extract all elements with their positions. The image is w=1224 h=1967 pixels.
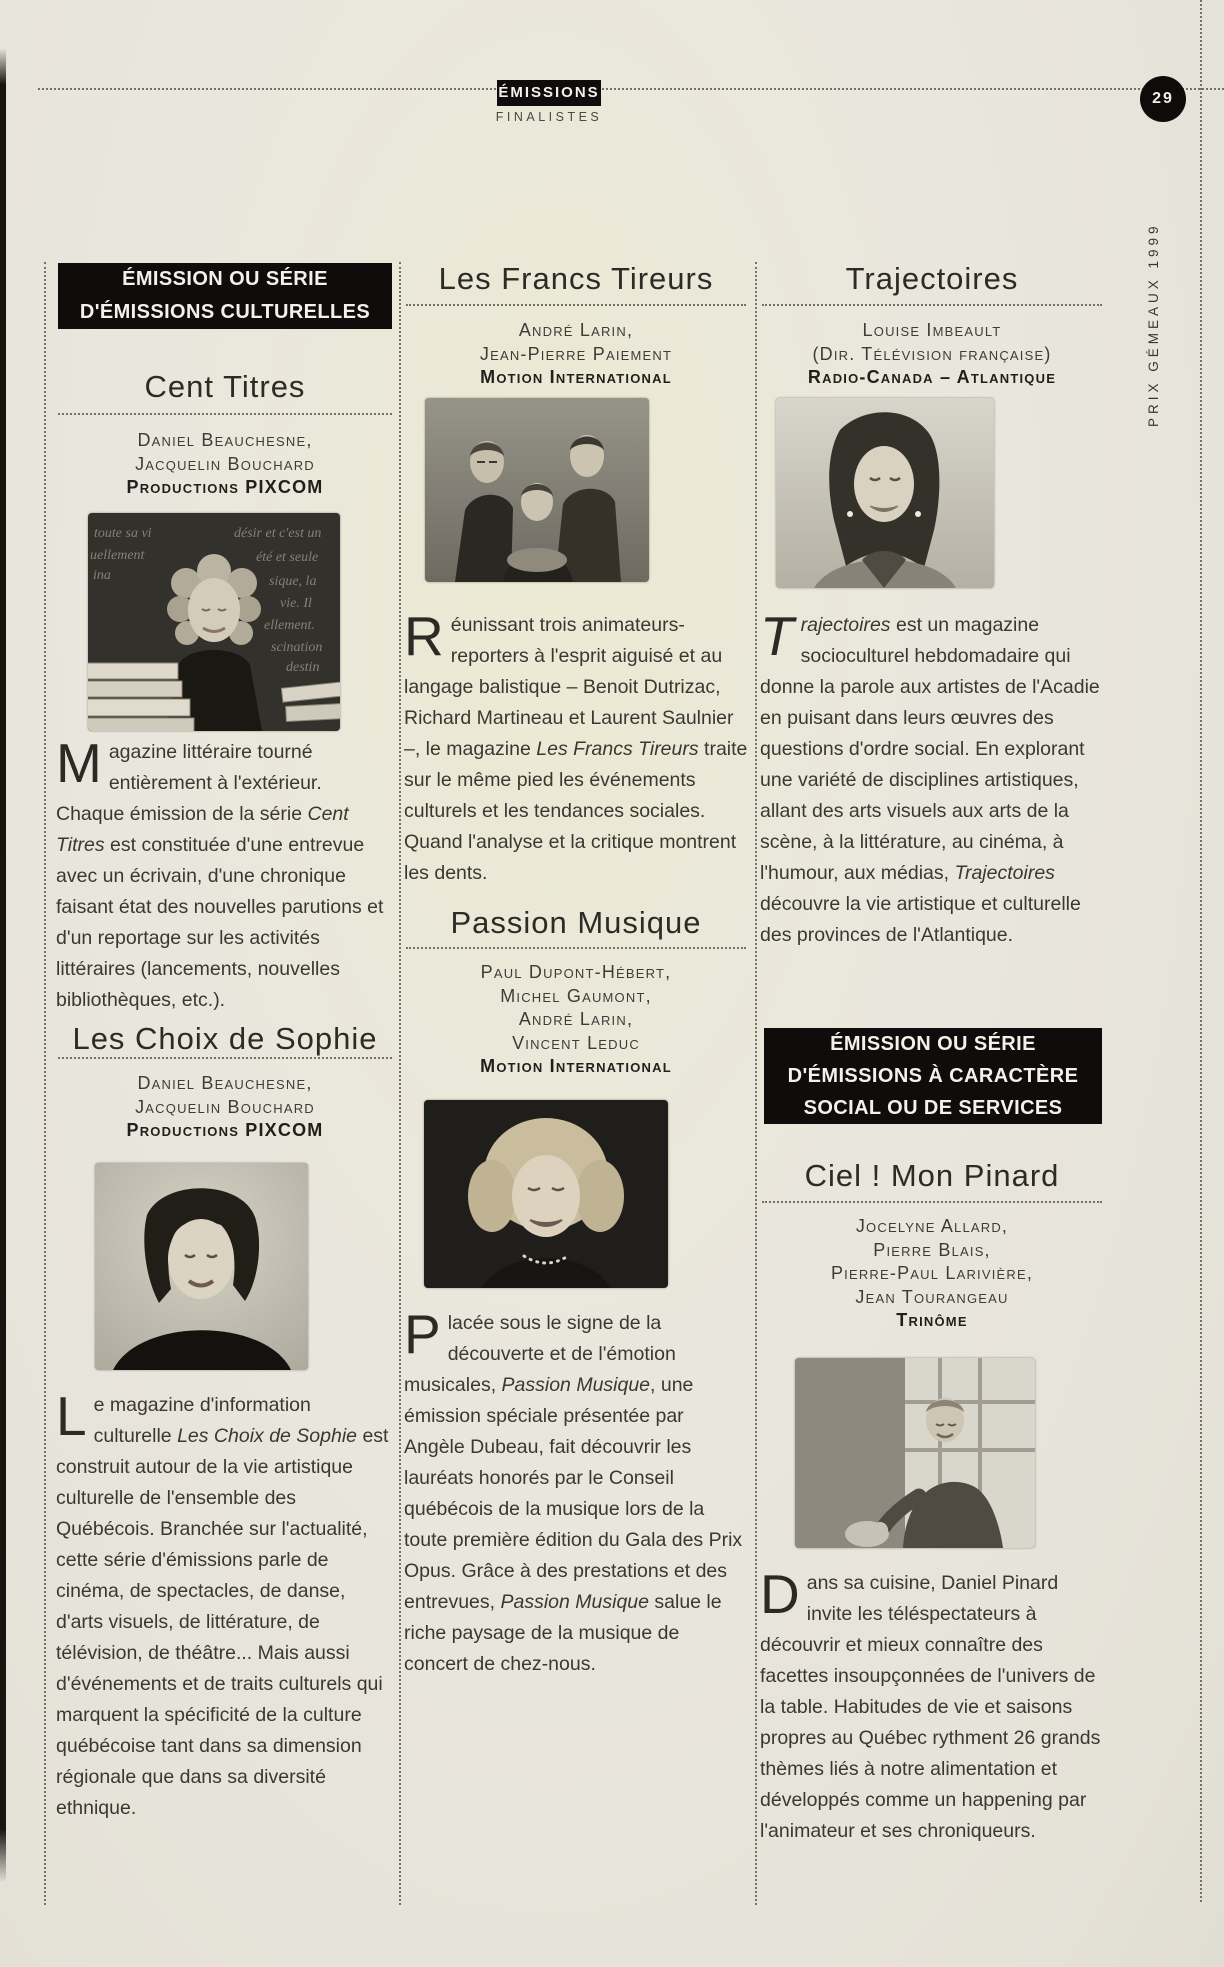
credit-name: Louise Imbeault: [862, 320, 1002, 340]
credit-name: Jacquelin Bouchard: [135, 1096, 315, 1117]
credit-role: (Dir. Télévision française): [812, 343, 1052, 364]
header-tag-banner: [497, 80, 601, 106]
column-dotted-rule-mid1: [399, 262, 401, 1905]
credits-cent-titres: [58, 429, 392, 500]
column-dotted-rule-mid2: [755, 262, 757, 1905]
title-dotted-rule: [58, 413, 392, 415]
photo-passion-musique: [424, 1100, 668, 1288]
svg-text:ellement.: ellement.: [264, 618, 315, 633]
show-title-cent-titres: Cent Titres: [144, 369, 306, 404]
svg-text:désir et c'est un: désir et c'est un: [234, 526, 322, 541]
photo-francs-tireurs-illustration: [425, 398, 649, 582]
header-tag-label: ÉMISSIONS: [498, 84, 600, 101]
page-number-badge: [1140, 76, 1186, 122]
description-cent-titres: Magazine littéraire tourné entièrement à l'extérieur. Chaque émission de la série Cent Titres est constituée d'une entrevue avec un écrivain, d'une chronique faisant état des nouvelles parutions et d'un reportage sur les activités littéraires (lancements, nouvelles bibliothèques, etc.).: [56, 732, 384, 1011]
category-line: D'ÉMISSIONS CULTURELLES: [79, 301, 371, 323]
show-title-choix-de-sophie: Les Choix de Sophie: [72, 1021, 378, 1056]
header-dotted-rule: [38, 88, 1224, 90]
photo-ciel-mon-pinard: [795, 1358, 1035, 1548]
description-ciel-mon-pinard: Dans sa cuisine, Daniel Pinard invite les téléspectateurs à découvrir et mieux connaître des facettes insoupçonnées de l'univers de la table. Habitudes de vie et saisons propres au Québec rythment 26 grands thèmes liés à notre alimentation et développés comme un happening par l'animateur et ses chroniqueurs.: [760, 1563, 1101, 1842]
credit-name: Vincent Leduc: [512, 1032, 640, 1053]
title-dotted-rule: [406, 304, 746, 306]
svg-text:vie. Il: vie. Il: [280, 596, 312, 611]
title-dotted-rule: [762, 1201, 1102, 1203]
category-line: SOCIAL OU DE SERVICES: [803, 1097, 1063, 1119]
credit-company: Trinôme: [896, 1310, 968, 1330]
credit-name: Pierre Blais,: [873, 1239, 991, 1260]
show-title-passion-musique: Passion Musique: [450, 905, 702, 940]
description-passion-musique: Placée sous le signe de la découverte et de l'émotion musicales, Passion Musique, une émission spéciale présentée par Angèle Dubeau, fait découvrir les lauréats honorés par le Conseil québécois de la musique lors de la toute première édition du Gala des Prix Opus. Grâce à des prestations et des entrevues, Passion Musique salue le riche paysage de la musique de concert de chez-nous.: [404, 1303, 743, 1675]
credits-passion-musique: [406, 961, 746, 1079]
page-number: 29: [1152, 90, 1174, 107]
description-francs-tireurs: Réunissant trois animateurs-reporters à l'esprit aiguisé et au langage balistique – Benoit Dutrizac, Richard Martineau et Laurent Saulnier –, le magazine Les Francs Tireurs traite sur le même pied les événements culturels et les tendances sociales. Quand l'analyse et la critique montrent les dents.: [404, 605, 748, 884]
svg-text:destin: destin: [286, 660, 320, 675]
credit-company: Productions PIXCOM: [126, 477, 324, 497]
category-banner-social: [764, 1028, 1102, 1124]
credit-name: Pierre-Paul Larivière,: [830, 1263, 1034, 1283]
credits-trajectoires: [762, 319, 1102, 390]
credit-company: Motion International: [480, 1056, 672, 1076]
svg-text:été et seule: été et seule: [256, 550, 319, 565]
credit-company: Productions PIXCOM: [126, 1120, 324, 1140]
credits-ciel-mon-pinard: [762, 1215, 1102, 1333]
svg-text:ina: ina: [93, 568, 111, 583]
show-title-trajectoires: Trajectoires: [845, 261, 1019, 296]
credit-name: André Larin,: [518, 1009, 634, 1029]
credit-name: André Larin,: [518, 320, 634, 340]
column-dotted-rule-left: [44, 262, 46, 1905]
svg-text:sique, la: sique, la: [269, 574, 317, 589]
svg-text:scination: scination: [271, 640, 323, 655]
svg-text:uellement: uellement: [90, 548, 145, 563]
photo-ciel-mon-pinard-illustration: [795, 1358, 1035, 1548]
credit-name: Michel Gaumont,: [500, 985, 652, 1006]
show-title-ciel-mon-pinard: Ciel ! Mon Pinard: [804, 1158, 1060, 1193]
credit-name: Jocelyne Allard,: [855, 1216, 1009, 1236]
photo-choix-de-sophie: [95, 1163, 308, 1370]
photo-cent-titres: [88, 513, 340, 731]
credits-choix-de-sophie: [58, 1072, 392, 1143]
show-title-francs-tireurs: Les Francs Tireurs: [438, 261, 714, 296]
category-line: D'ÉMISSIONS À CARACTÈRE: [787, 1065, 1079, 1087]
credit-company: Radio-Canada – Atlantique: [807, 367, 1057, 387]
category-line: ÉMISSION OU SÉRIE: [830, 1033, 1036, 1055]
credit-name: Paul Dupont-Hébert,: [480, 962, 672, 982]
column-dotted-rule-right: [1200, 0, 1202, 1902]
credit-name: Jacquelin Bouchard: [135, 453, 315, 474]
title-dotted-rule: [762, 304, 1102, 306]
margin-vertical-text: PRIX GÉMEAUX 1999: [1146, 222, 1161, 428]
photo-choix-de-sophie-illustration: [95, 1163, 308, 1370]
title-dotted-rule: [58, 1057, 392, 1059]
header-subtag: FINALISTES: [495, 110, 603, 124]
photo-trajectoires-illustration: [776, 398, 994, 588]
credits-francs-tireurs: [406, 319, 746, 390]
title-dotted-rule: [406, 947, 746, 949]
credit-name: Daniel Beauchesne,: [137, 430, 313, 450]
credit-company: Motion International: [480, 367, 672, 387]
description-trajectoires: Trajectoires est un magazine socioculturel hebdomadaire qui donne la parole aux artistes de l'Acadie en puisant dans leurs œuvres des questions d'ordre social. En explorant une variété de disciplines artistiques, allant des arts visuels aux arts de la scène, à la littérature, au cinéma, à l'humour, aux médias, Trajectoires découvre la vie artistique et culturelle des provinces de l'Atlantique.: [760, 605, 1100, 946]
category-banner-culturelles: [58, 263, 392, 329]
credit-name: Daniel Beauchesne,: [137, 1073, 313, 1093]
photo-francs-tireurs: [425, 398, 649, 582]
category-line: ÉMISSION OU SÉRIE: [122, 268, 328, 290]
credit-name: Jean-Pierre Paiement: [479, 343, 673, 364]
photo-cent-titres-illustration: [88, 513, 340, 731]
photo-trajectoires: [776, 398, 994, 588]
svg-text:toute sa vi: toute sa vi: [94, 526, 152, 541]
scan-edge-shadow: [0, 48, 6, 1884]
credit-name: Jean Tourangeau: [855, 1286, 1009, 1307]
description-choix-de-sophie: Le magazine d'information culturelle Les Choix de Sophie est construit autour de la vie artistique culturelle de l'ensemble des Québécois. Branchée sur l'actualité, cette série d'émissions parle de cinéma, de spectacles, de danse, d'arts visuels, de littérature, de télévision, de théâtre... Mais aussi d'événements et de traits culturels qui marquent la spécificité de la culture québécoise tant dans sa dimension régionale que dans sa diversité ethnique.: [56, 1385, 389, 1819]
photo-passion-musique-illustration: [424, 1100, 668, 1288]
